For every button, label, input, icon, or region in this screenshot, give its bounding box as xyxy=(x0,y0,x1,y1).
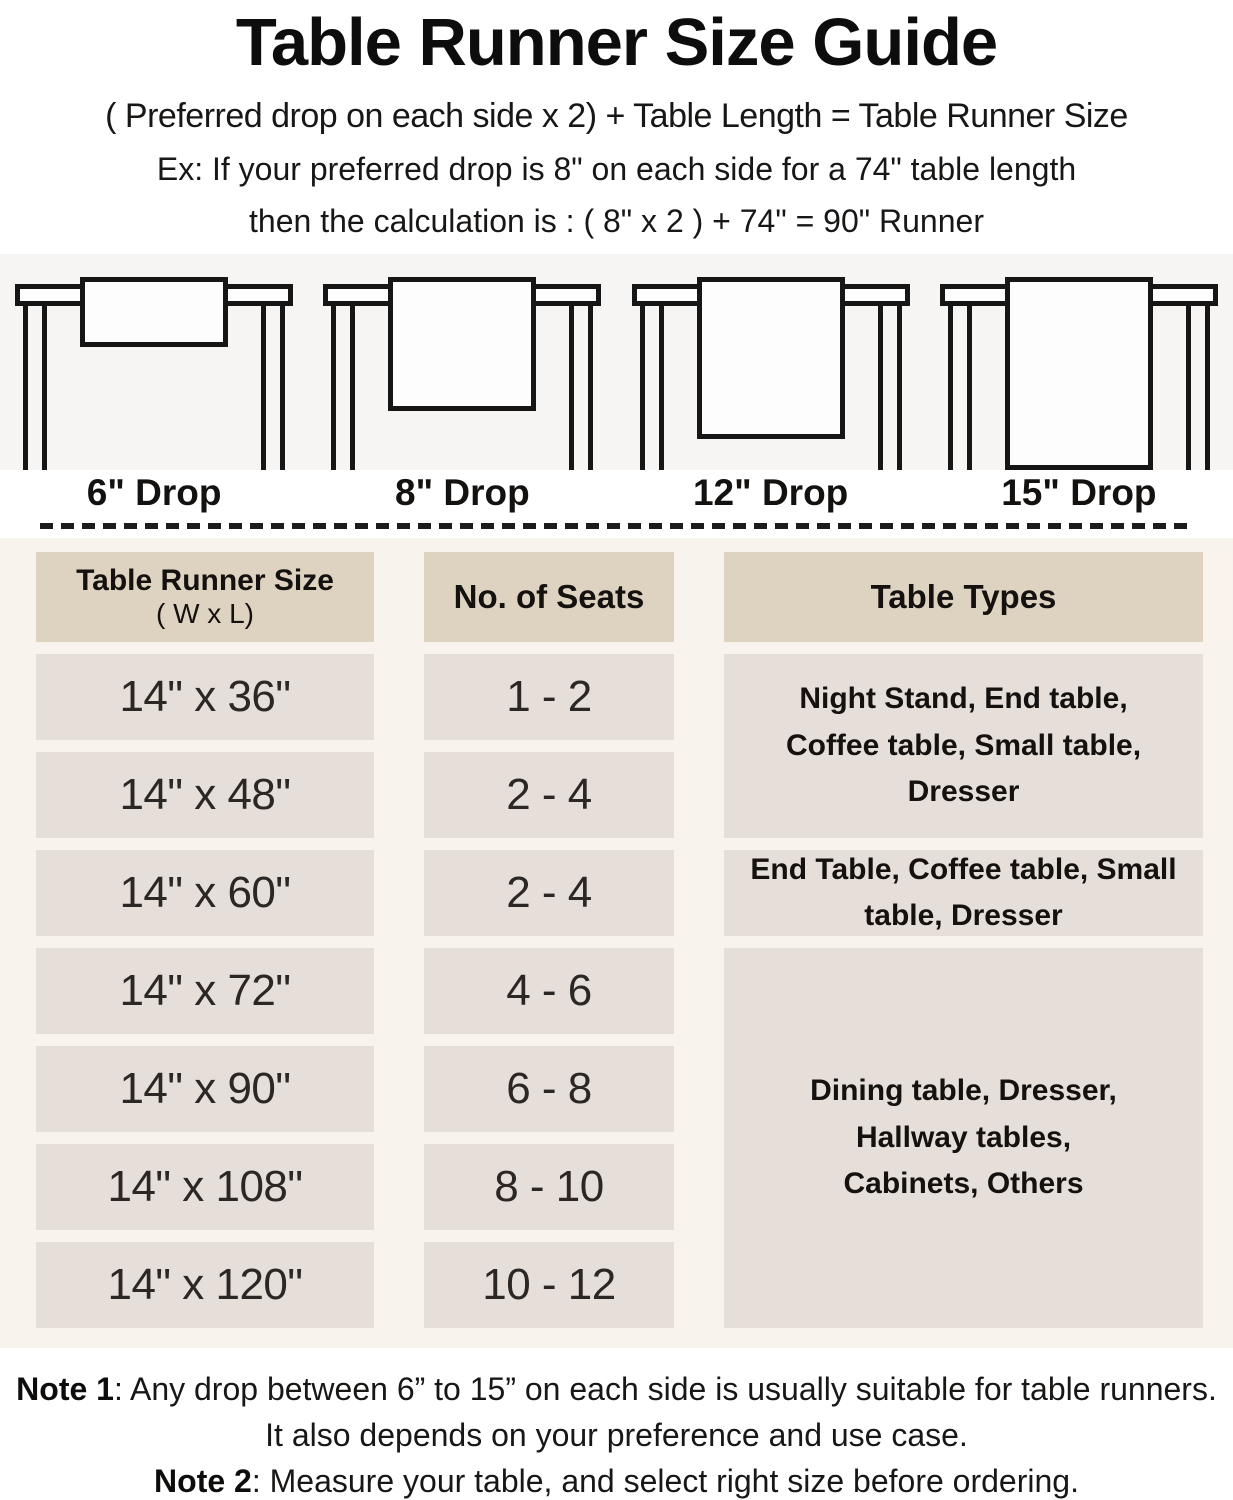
size-cell xyxy=(36,850,374,936)
table-runner xyxy=(388,277,536,411)
seats-value: 10 - 12 xyxy=(482,1260,616,1309)
table-leg xyxy=(948,304,972,470)
table-types-value: Night Stand, End table, Coffee table, Small table, Dresser xyxy=(785,682,1142,809)
table-drawing xyxy=(940,264,1218,470)
formula-text: ( Preferred drop on each side x 2) + Table Length = Table Runner Size xyxy=(105,97,1128,135)
seats-value: 2 - 4 xyxy=(506,868,592,917)
table-leg xyxy=(261,304,285,470)
size-value: 14" x 72" xyxy=(119,966,291,1015)
seats-cell xyxy=(424,1144,674,1230)
size-value: 14" x 48" xyxy=(119,770,291,819)
note-2 xyxy=(6,1458,1227,1500)
table-types-cell-small-tables xyxy=(724,654,1203,838)
illustration-12in-drop xyxy=(617,264,925,470)
size-value: 14" x 36" xyxy=(119,672,291,721)
note-1-label: Note 1 xyxy=(16,1371,114,1407)
table-types-value: End Table, Coffee table, Small table, Dresser xyxy=(750,852,1177,932)
table-leg xyxy=(878,304,902,470)
seats-cell xyxy=(424,654,674,740)
table-drawing xyxy=(323,264,601,470)
size-cell xyxy=(36,752,374,838)
size-cell xyxy=(36,1046,374,1132)
column-header-runner-size xyxy=(36,552,374,642)
example-line-2: then the calculation is : ( 8" x 2 ) + 74" = 90" Runner xyxy=(249,203,984,239)
column-header-seats xyxy=(424,552,674,642)
notes-section xyxy=(0,1348,1233,1500)
size-value: 14" x 90" xyxy=(119,1064,291,1113)
seats-cell xyxy=(424,850,674,936)
size-cell xyxy=(36,1242,374,1328)
column-header-table-types-label: Table Types xyxy=(870,578,1057,615)
size-table xyxy=(0,538,1233,1348)
illustration-8in-drop xyxy=(308,264,616,470)
table-types-value: Dining table, Dresser, Hallway tables, Cabinets, Others xyxy=(810,1074,1117,1201)
seats-value: 1 - 2 xyxy=(506,672,592,721)
table-runner xyxy=(80,277,228,347)
table-types-cell-medium-tables xyxy=(724,850,1203,936)
seats-value: 6 - 8 xyxy=(506,1064,592,1113)
size-cell xyxy=(36,1144,374,1230)
seats-cell xyxy=(424,1046,674,1132)
table-runner xyxy=(697,277,845,439)
drop-label-12in: 12" Drop xyxy=(692,472,849,513)
illustration-15in-drop xyxy=(925,264,1233,470)
drop-label-row xyxy=(0,472,1233,514)
note-1 xyxy=(6,1366,1227,1458)
seats-value: 2 - 4 xyxy=(506,770,592,819)
table-leg xyxy=(331,304,355,470)
note-1-text: : Any drop between 6” to 15” on each side is usually suitable for table runners. It also depends on your preference and use case. xyxy=(113,1371,1217,1454)
size-cell xyxy=(36,948,374,1034)
size-value: 14" x 60" xyxy=(119,868,291,917)
table-leg xyxy=(1186,304,1210,470)
seats-value: 4 - 6 xyxy=(506,966,592,1015)
seats-cell xyxy=(424,1242,674,1328)
drop-label-8in: 8" Drop xyxy=(395,472,530,513)
size-cell xyxy=(36,654,374,740)
table-drawing xyxy=(632,264,910,470)
seats-value: 8 - 10 xyxy=(494,1162,604,1211)
seats-cell xyxy=(424,752,674,838)
column-header-runner-size-subtitle: ( W x L) xyxy=(156,598,254,629)
table-runner xyxy=(1005,277,1153,470)
illustration-6in-drop xyxy=(0,264,308,470)
drop-illustration-band xyxy=(0,254,1233,470)
column-header-runner-size-title: Table Runner Size xyxy=(76,564,334,597)
dashed-divider xyxy=(40,523,1193,529)
drop-label-15in: 15" Drop xyxy=(1001,472,1157,513)
note-2-label: Note 2 xyxy=(154,1463,252,1500)
table-leg xyxy=(569,304,593,470)
table-drawing xyxy=(15,264,293,470)
example-line-1: Ex: If your preferred drop is 8" on each side for a 74" table length xyxy=(156,151,1077,187)
size-value: 14" x 120" xyxy=(107,1260,303,1309)
page-title: Table Runner Size Guide xyxy=(235,5,998,80)
size-value: 14" x 108" xyxy=(107,1162,303,1211)
note-2-text: : Measure your table, and select right size before ordering. xyxy=(251,1463,1079,1500)
table-leg xyxy=(23,304,47,470)
seats-cell xyxy=(424,948,674,1034)
table-types-cell-large-tables xyxy=(724,948,1203,1328)
table-leg xyxy=(640,304,664,470)
column-header-seats-label: No. of Seats xyxy=(453,578,645,615)
column-header-table-types xyxy=(724,552,1203,642)
drop-label-6in: 6" Drop xyxy=(86,472,222,513)
